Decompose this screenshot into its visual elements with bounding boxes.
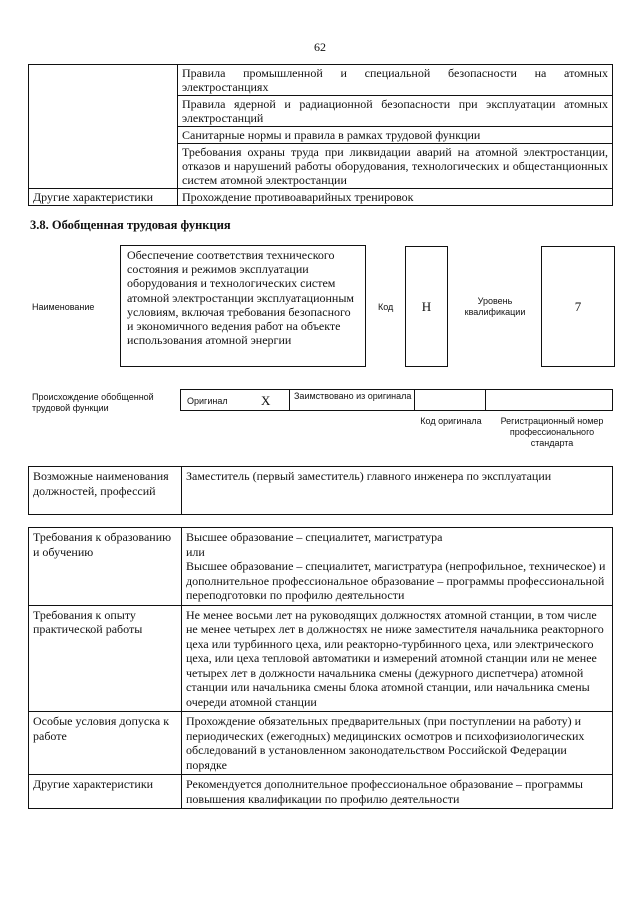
reg-number-cell [485, 389, 613, 411]
row-text: Прохождение обязательных предварительных (при поступлении на работу) и периодических (ежегодных) медицинских осмотров и психофизиологических обследований в установленном законодательством Российской Федерации порядке [182, 712, 613, 775]
row-text: Не менее восьми лет на руководящих должностях атомной станции, в том числе не менее четырех лет в должностях не ниже заместителя начальника реакторного цеха или турбинного цеха, или реакторно-турбинного цеха, или электрического цеха, или цеха тепловой автоматики и измерений атомной станции или не менее четырех лет в должности начальника смены (дежурного диспетчера) атомной станции или начальника смены блока атомной станции, или начальника смены очереди атомной станции [182, 605, 613, 712]
table-row [29, 528, 613, 606]
borrowed-label: Заимствовано из оригинала [294, 391, 412, 401]
row-text: Заместитель (первый заместитель) главного инженера по эксплуатации [182, 467, 613, 515]
row-text: Требования охраны труда при ликвидации аварий на атомной электростанции, отказов и нарушений работы оборудования, технологических и общестанционных систем атомной электростанции [178, 144, 613, 189]
row-label: Особые условия допуска к работе [29, 712, 182, 775]
row-text: Рекомендуется дополнительное профессиональное образование – программы повышения квалификации по профилю деятельности [182, 775, 613, 809]
table-row [29, 712, 613, 775]
name-label: Наименование [32, 302, 95, 312]
original-code-cell [414, 389, 486, 411]
table-row [29, 189, 613, 206]
row-label: Возможные наименования должностей, профессий [29, 467, 182, 515]
row-label: Другие характеристики [29, 775, 182, 809]
origin-label: Происхождение обобщенной трудовой функции [32, 392, 154, 413]
requirements-table [28, 527, 613, 809]
caption-reg: Регистрационный номер профессионального стандарта [500, 416, 604, 448]
row-label: Требования к образованию и обучению [29, 528, 182, 606]
row-text [182, 528, 613, 606]
table-row [29, 775, 613, 809]
row-text: Правила промышленной и специальной безопасности на атомных электростанциях [178, 65, 613, 96]
original-mark: X [261, 393, 271, 408]
row-text: Санитарные нормы и правила в рамках трудовой функции [178, 127, 613, 144]
row-label: Требования к опыту практической работы [29, 605, 182, 712]
caption-code: Код оригинала [420, 416, 482, 426]
row-label [29, 65, 178, 189]
level-value: 7 [541, 246, 615, 367]
original-label: Оригинал [187, 396, 228, 406]
function-name-box: Обеспечение соответствия технического состояния и режимов эксплуатации оборудования и технологических систем атомной электростанции эксплуатационным условиям, включая требования безопасного и экономичного ведения работ на объекте использования атомной энергии [120, 245, 366, 367]
section-title: 3.8. Обобщенная трудовая функция [30, 218, 231, 232]
row-label: Другие характеристики [29, 189, 178, 206]
code-value: H [405, 246, 448, 367]
borrowed-cell [289, 389, 415, 411]
original-cell [180, 389, 290, 411]
code-label: Код [378, 302, 394, 312]
row-text: Правила ядерной и радиационной безопасности при эксплуатации атомных электростанций [178, 96, 613, 127]
table-row [29, 65, 613, 96]
row-line: Высшее образование – специалитет, магистратура [186, 530, 443, 544]
origin-row [180, 389, 613, 411]
row-text: Прохождение противоаварийных тренировок [178, 189, 613, 206]
knowledge-table [28, 64, 613, 206]
table-row [29, 605, 613, 712]
table-row [29, 467, 613, 515]
row-line: Высшее образование – специалитет, магистратура (непрофильное, техническое) и дополнительное профессиональное образование – программы профессиональной переподготовки по профилю деятельности [186, 559, 606, 602]
row-line: или [186, 544, 205, 559]
page-number: 62 [314, 40, 326, 54]
level-label: Уровень квалификации [464, 296, 526, 317]
positions-table [28, 466, 613, 515]
